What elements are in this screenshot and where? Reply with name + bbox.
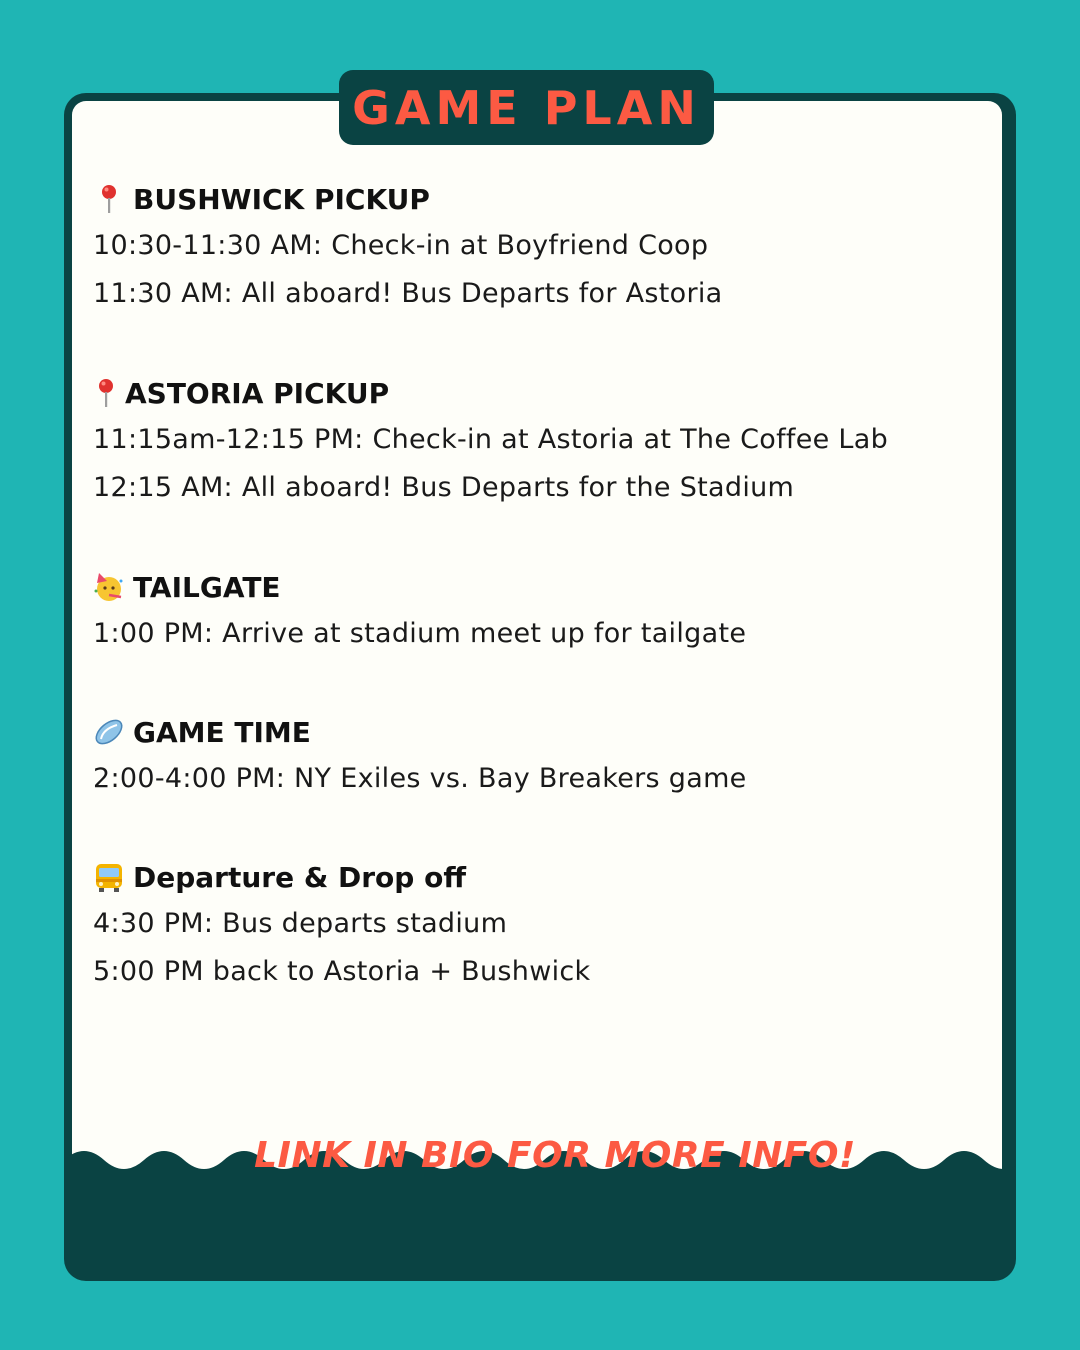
section-bushwick-pickup (93, 176, 993, 370)
section-astoria-pickup (93, 370, 993, 564)
party-face-icon (93, 571, 125, 603)
schedule-line: 5:00 PM back to Astoria + Bushwick (93, 956, 591, 987)
section-heading-label: Departure & Drop off (133, 860, 467, 894)
pin-icon (93, 183, 125, 215)
section-heading-label: GAME TIME (133, 715, 311, 749)
section-game-time (93, 709, 993, 854)
section-tailgate (93, 564, 993, 709)
section-heading (93, 564, 993, 610)
page-title: GAME PLAN (352, 80, 701, 135)
section-heading-label: ASTORIA PICKUP (125, 376, 390, 410)
schedule-line: 11:30 AM: All aboard! Bus Departs for Astoria (93, 278, 723, 309)
section-heading (93, 370, 993, 416)
schedule-line: 12:15 AM: All aboard! Bus Departs for the Stadium (93, 472, 795, 503)
schedule-line: 11:15am-12:15 PM: Check-in at Astoria at The Coffee Lab (93, 424, 889, 455)
title-banner (339, 70, 714, 145)
pin-icon (93, 377, 119, 409)
schedule-content (93, 176, 993, 1000)
section-heading (93, 709, 993, 755)
section-heading-label: BUSHWICK PICKUP (133, 182, 430, 216)
section-departure (93, 854, 993, 1000)
rugby-ball-icon (93, 716, 125, 748)
schedule-line: 4:30 PM: Bus departs stadium (93, 908, 508, 939)
link-in-bio-text: LINK IN BIO FOR MORE INFO! (254, 1135, 856, 1176)
section-heading-label: TAILGATE (133, 570, 281, 604)
schedule-line: 2:00-4:00 PM: NY Exiles vs. Bay Breakers game (93, 763, 747, 794)
schedule-line: 10:30-11:30 AM: Check-in at Boyfriend Coop (93, 230, 709, 261)
section-heading (93, 176, 993, 222)
bus-icon (93, 861, 125, 893)
section-heading (93, 854, 993, 900)
footer (64, 1135, 1016, 1176)
schedule-line: 1:00 PM: Arrive at stadium meet up for tailgate (93, 618, 747, 649)
